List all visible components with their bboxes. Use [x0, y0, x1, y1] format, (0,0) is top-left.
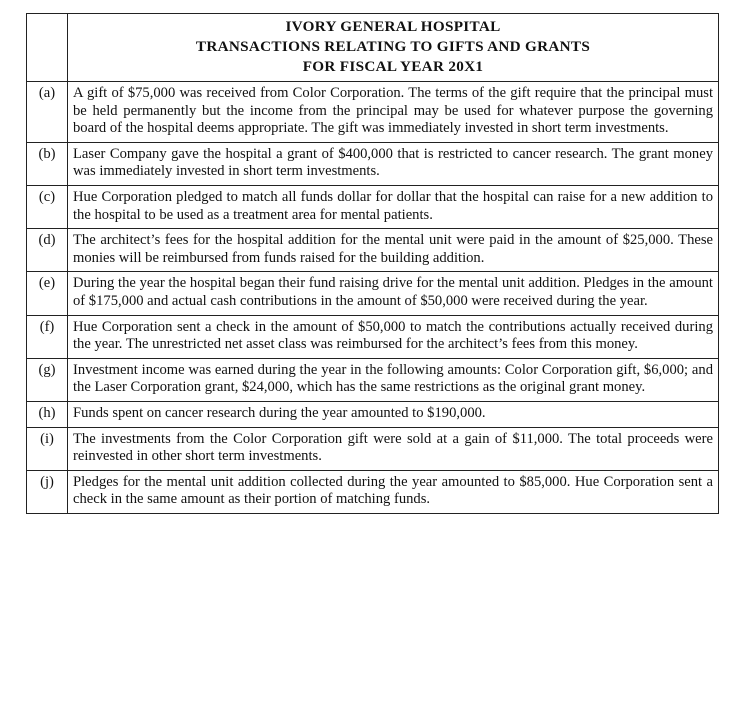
- table-row: [27, 229, 719, 272]
- row-text: The architect’s fees for the hospital addition for the mental unit were paid in the amount of $25,000. These monies will be reimbursed from funds raised for the building addition.: [68, 229, 719, 272]
- row-label: (g): [27, 358, 68, 401]
- row-text: Funds spent on cancer research during the year amounted to $190,000.: [68, 401, 719, 427]
- row-label: (f): [27, 315, 68, 358]
- table-row: [27, 82, 719, 143]
- row-text: The investments from the Color Corporation gift were sold at a gain of $11,000. The total proceeds were reinvested in other short term investments.: [68, 427, 719, 470]
- row-text: Hue Corporation pledged to match all funds dollar for dollar that the hospital can raise for a new addition to the hospital to be used as a treatment area for mental patients.: [68, 185, 719, 228]
- header-row: [27, 14, 719, 82]
- table-row: [27, 401, 719, 427]
- table-row: [27, 427, 719, 470]
- header-empty-cell: [27, 14, 68, 82]
- row-label: (d): [27, 229, 68, 272]
- title-line-3: FOR FISCAL YEAR 20X1: [302, 58, 484, 75]
- row-text: Laser Company gave the hospital a grant of $400,000 that is restricted to cancer research. The grant money was immediately invested in short term investments.: [68, 142, 719, 185]
- table-row: [27, 142, 719, 185]
- row-text: Investment income was earned during the year in the following amounts: Color Corporation gift, $6,000; and the Laser Corporation grant, $24,000, which has the same restrictions as the original grant money.: [68, 358, 719, 401]
- transactions-table: [26, 13, 719, 514]
- table-title: [68, 14, 719, 82]
- row-text: During the year the hospital began their fund raising drive for the mental unit addition. Pledges in the amount of $175,000 and actual cash contributions in the amount of $50,000 were received during the year.: [68, 272, 719, 315]
- table-row: [27, 315, 719, 358]
- table-row: [27, 272, 719, 315]
- row-label: (j): [27, 470, 68, 513]
- row-label: (b): [27, 142, 68, 185]
- row-label: (e): [27, 272, 68, 315]
- table-row: [27, 185, 719, 228]
- title-line-2: TRANSACTIONS RELATING TO GIFTS AND GRANTS: [195, 38, 591, 55]
- row-label: (a): [27, 82, 68, 143]
- row-text: Pledges for the mental unit addition collected during the year amounted to $85,000. Hue Corporation sent a check in the same amount as their portion of matching funds.: [68, 470, 719, 513]
- row-label: (h): [27, 401, 68, 427]
- row-label: (c): [27, 185, 68, 228]
- title-line-1: IVORY GENERAL HOSPITAL: [285, 18, 501, 35]
- row-text: Hue Corporation sent a check in the amount of $50,000 to match the contributions actually received during the year. The unrestricted net asset class was reimbursed for the architect’s fees from this money.: [68, 315, 719, 358]
- row-label: (i): [27, 427, 68, 470]
- row-text: A gift of $75,000 was received from Color Corporation. The terms of the gift require that the principal must be held permanently but the income from the principal may be used for whatever purpose the governing board of the hospital deems appropriate. The gift was immediately invested in short term investments.: [68, 82, 719, 143]
- table-row: [27, 358, 719, 401]
- table-row: [27, 470, 719, 513]
